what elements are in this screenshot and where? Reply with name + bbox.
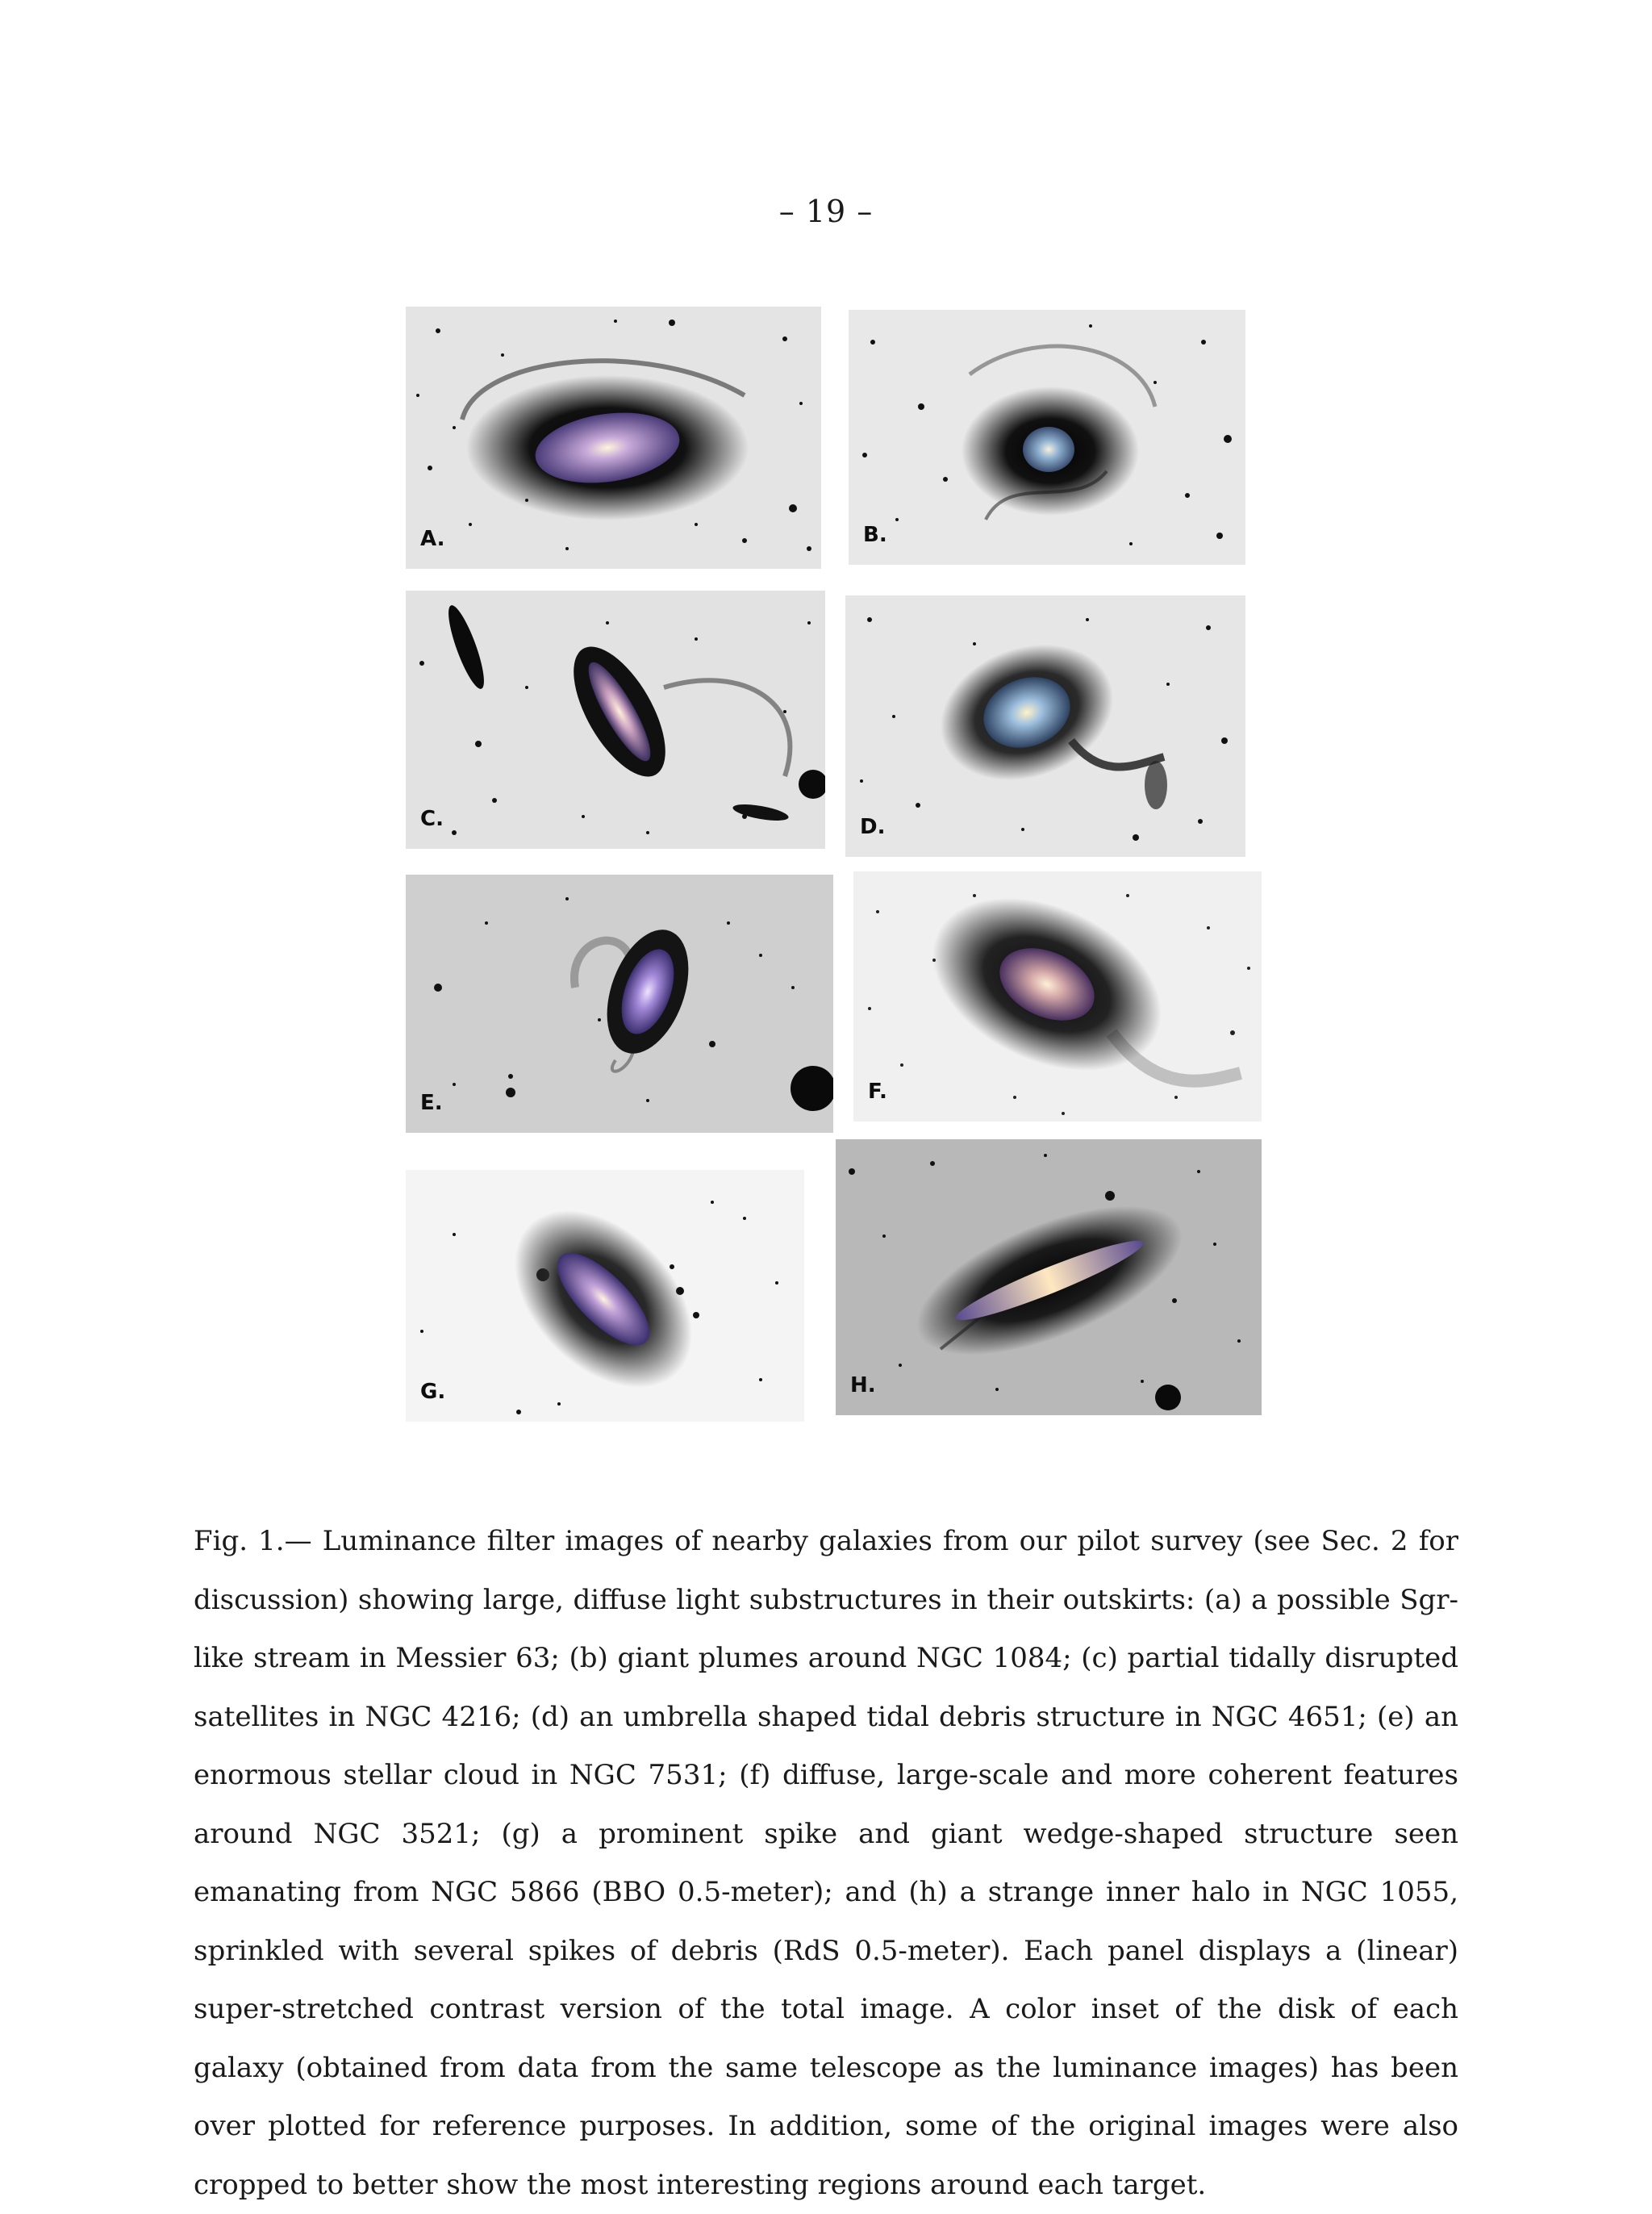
- galaxy-image-b: [849, 310, 1245, 565]
- panel-c-image: [406, 591, 825, 849]
- galaxy-image-h: [836, 1139, 1262, 1415]
- galaxy-image-f: [853, 871, 1262, 1122]
- galaxy-image-d: [845, 595, 1245, 857]
- panel-g-label: G.: [420, 1380, 446, 1404]
- panel-f-label: F.: [868, 1080, 887, 1104]
- page-number: – 19 –: [778, 194, 874, 229]
- panel-e-label: E.: [420, 1091, 443, 1115]
- panel-g-image: [406, 1170, 804, 1422]
- panel-d-label: D.: [860, 815, 886, 839]
- galaxy-image-g: [406, 1170, 804, 1422]
- galaxy-image-e: [406, 875, 833, 1133]
- figure-caption: Fig. 1.— Luminance filter images of nearby galaxies from our pilot survey (see Sec. 2 for discussion) showing large, diffuse light substructures in their outskirts: (a) a possible Sgr-like stream in Messier 63; (b) giant plumes around NGC 1084; (c) partial tidally disrupted satellites in NGC 4216; (d) an umbrella shaped tidal debris structure in NGC 4651; (e) an enormous stellar cloud in NGC 7531; (f) diffuse, large-scale and more coherent features around NGC 3521; (g) a prominent spike and giant wedge-shaped structure seen emanating from NGC 5866 (BBO 0.5-meter); and (h) a strange inner halo in NGC 1055, sprinkled with several spikes of debris (RdS 0.5-meter). Each panel displays a (linear) super-stretched contrast version of the total image. A color inset of the disk of each galaxy (obtained from data from the same telescope as the luminance images) has been over plotted for reference purposes. In addition, some of the original images were also cropped to better show the most interesting regions around each target.: [194, 1525, 1458, 2201]
- panel-b-label: B.: [863, 523, 887, 547]
- panel-e-image: [406, 875, 833, 1133]
- panel-d-image: [845, 595, 1245, 857]
- panel-b-image: [849, 310, 1245, 565]
- panel-f-image: [853, 871, 1262, 1122]
- panel-a-image: [406, 307, 821, 569]
- panel-a-label: A.: [420, 527, 445, 551]
- panel-c-label: C.: [420, 807, 444, 831]
- galaxy-image-a: [406, 307, 821, 569]
- panel-h-label: H.: [850, 1373, 876, 1397]
- galaxy-image-c: [406, 591, 825, 849]
- panel-h-image: [836, 1139, 1262, 1415]
